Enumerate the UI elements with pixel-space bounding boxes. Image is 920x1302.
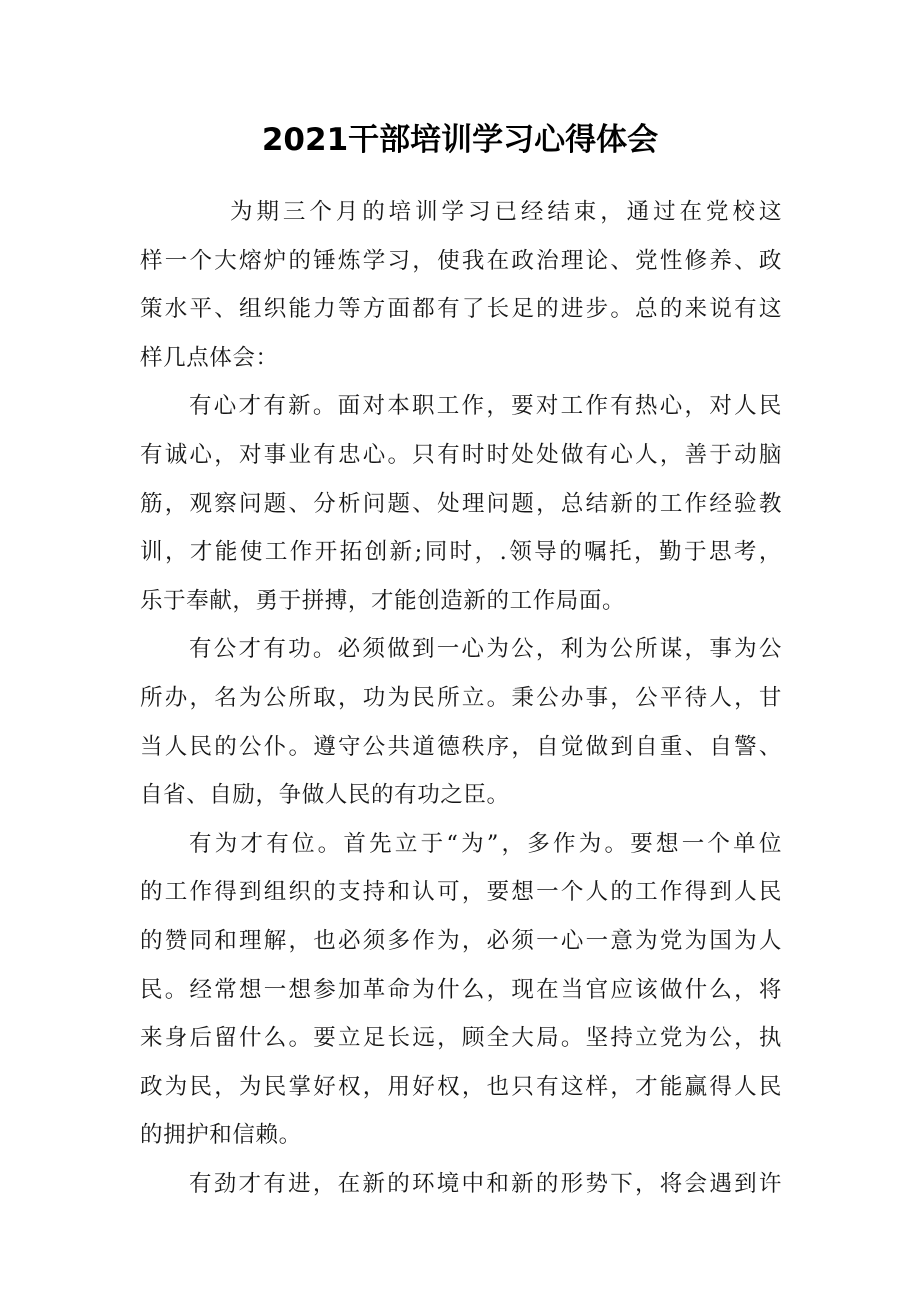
paragraph-line: 有心才有新。面对本职工作，要对工作有热心，对人民 <box>189 393 782 420</box>
paragraph-line: 来身后留什么。要立足长远，顾全大局。坚持立党为公，执 <box>140 1025 782 1052</box>
paragraph <box>140 382 782 625</box>
paragraph-line: 民。经常想一想参加革命为什么，现在当官应该做什么，将 <box>140 976 782 1003</box>
paragraph-line: 乐于奉献，勇于拼搏，才能创造新的工作局面。 <box>140 587 626 614</box>
paragraph-line: 样一个大熔炉的锤炼学习，使我在政治理论、党性修养、政 <box>140 247 782 274</box>
paragraph-line: 筋，观察问题、分析问题、处理问题，总结新的工作经验教 <box>140 490 782 517</box>
paragraph-line: 训，才能使工作开拓创新;同时，.领导的嘱托，勤于思考， <box>140 539 782 566</box>
paragraph-line: 策水平、组织能力等方面都有了长足的进步。总的来说有这 <box>140 296 782 323</box>
paragraph-line: 有诚心，对事业有忠心。只有时时处处做有心人，善于动脑 <box>140 441 782 468</box>
document-body <box>140 188 782 1208</box>
paragraph-line: 政为民，为民掌好权，用好权，也只有这样，才能赢得人民 <box>140 1073 782 1100</box>
paragraph <box>140 1160 782 1209</box>
paragraph-line: 的工作得到组织的支持和认可，要想一个人的工作得到人民 <box>140 879 782 906</box>
paragraph-line: 有劲才有进，在新的环境中和新的形势下，将会遇到许 <box>189 1170 782 1197</box>
paragraph <box>140 625 782 819</box>
document-title: 2021干部培训学习心得体会 <box>261 122 659 158</box>
paragraph <box>140 188 782 382</box>
paragraph-line: 有为才有位。首先立于“为”，多作为。要想一个单位 <box>189 830 782 857</box>
paragraph-line: 的拥护和信赖。 <box>140 1122 302 1149</box>
paragraph <box>140 820 782 1160</box>
paragraph-line: 有公才有功。必须做到一心为公，利为公所谋，事为公 <box>189 636 782 663</box>
paragraph-line: 为期三个月的培训学习已经结束，通过在党校这 <box>230 199 782 225</box>
paragraph-line: 样几点体会： <box>140 344 279 371</box>
paragraph-line: 当人民的公仆。遵守公共道德秩序，自觉做到自重、自警、 <box>140 733 782 760</box>
paragraph-line: 自省、自励，争做人民的有功之臣。 <box>140 782 510 809</box>
paragraph-line: 的赞同和理解，也必须多作为，必须一心一意为党为国为人 <box>140 927 782 954</box>
paragraph-line: 所办，名为公所取，功为民所立。秉公办事，公平待人，甘 <box>140 684 782 711</box>
